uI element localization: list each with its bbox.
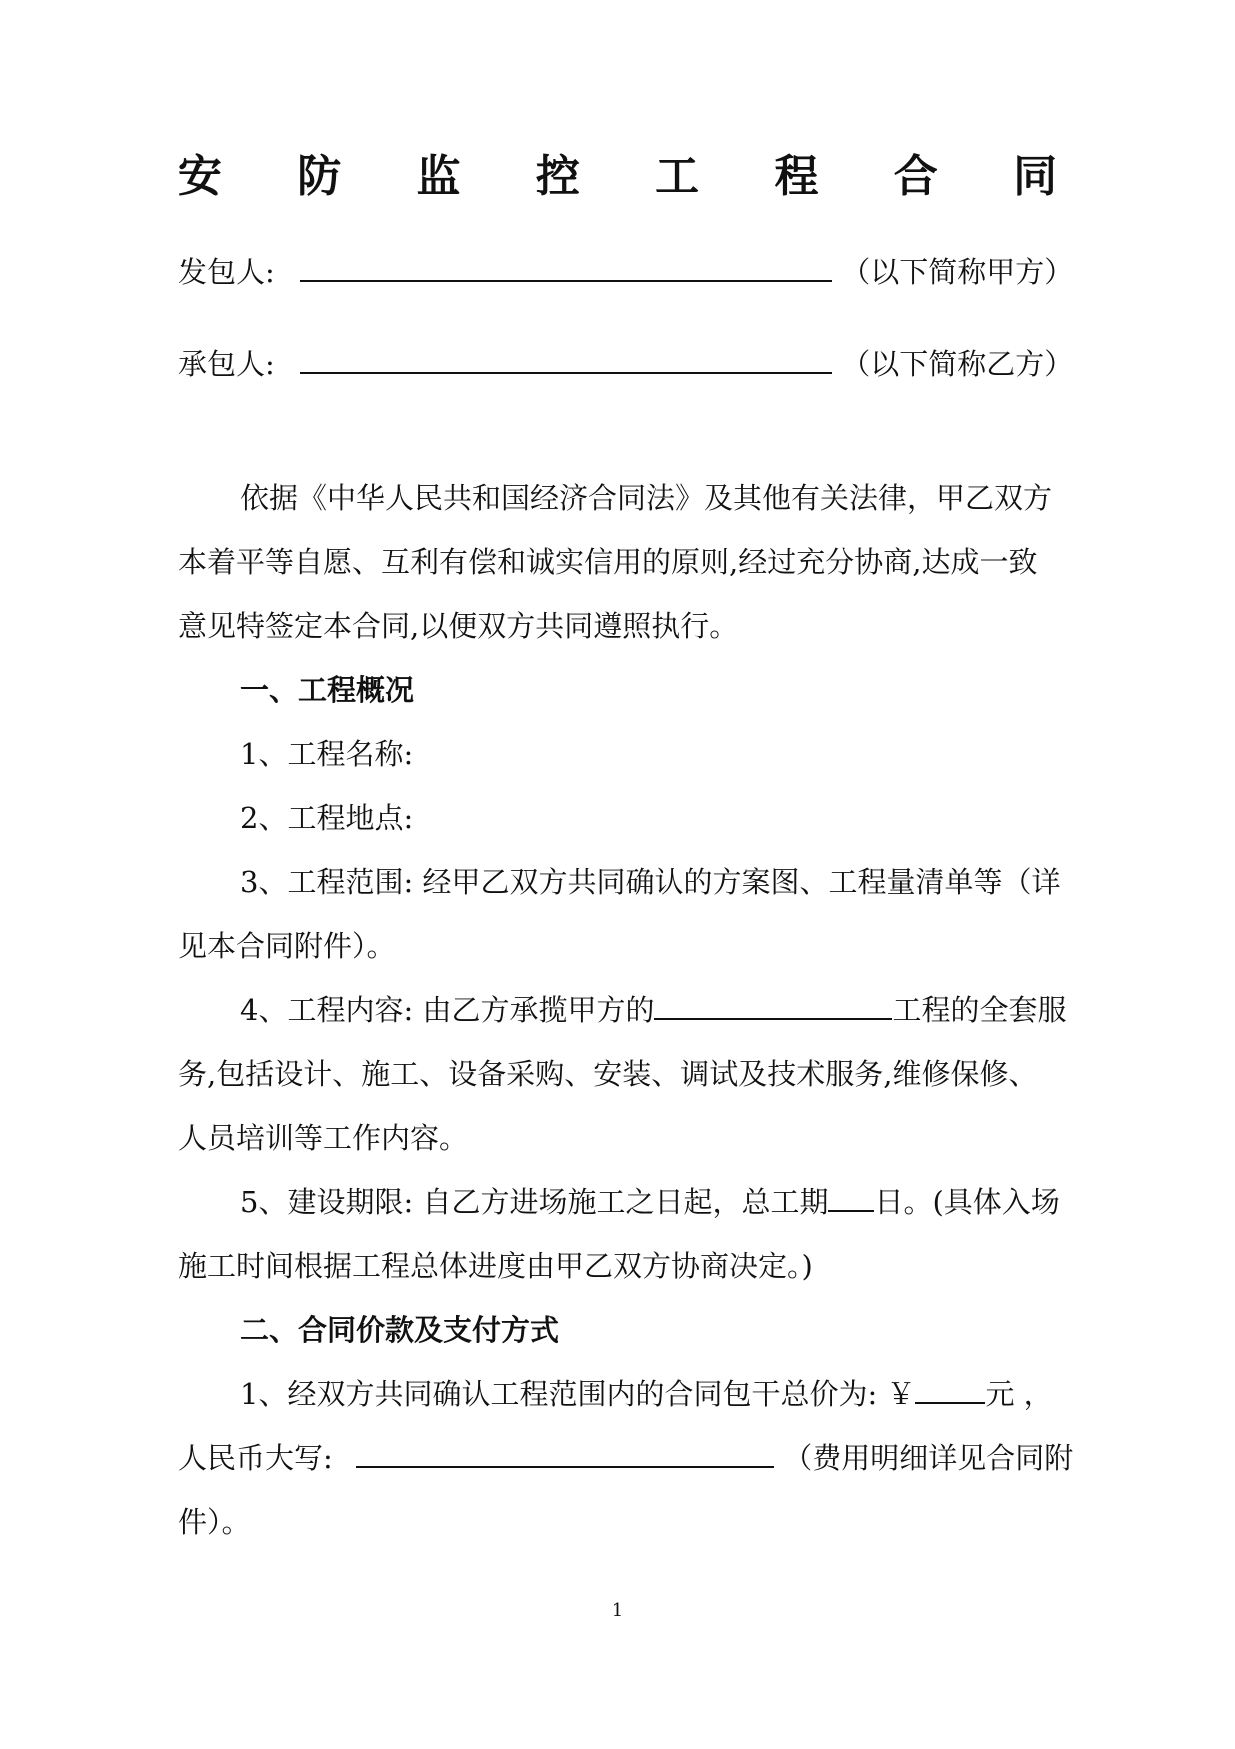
project-scope-line-1: 3、工程范围: 经甲乙双方共同确认的方案图、工程量清单等（详 bbox=[240, 865, 1061, 899]
construction-period-line-2: 施工时间根据工程总体进度由甲乙双方协商决定。) bbox=[178, 1249, 813, 1283]
contract-price-words-label: 人民币大写: bbox=[178, 1441, 333, 1475]
section-1-heading: 一、工程概况 bbox=[240, 673, 415, 707]
contract-price-line-3: 件）。 bbox=[178, 1505, 251, 1539]
project-content-line-1 bbox=[240, 990, 1066, 1030]
contract-price-note: （费用明细详见合同附 bbox=[783, 1441, 1074, 1475]
contract-price-text: 1、经双方共同确认工程范围内的合同包干总价为: ￥ bbox=[240, 1377, 916, 1411]
document-title: 安 防 监 控 工 程 合 同 bbox=[177, 151, 1088, 202]
employer-label: 发包人: bbox=[178, 255, 275, 289]
project-scope-line-2: 见本合同附件）。 bbox=[178, 929, 396, 963]
project-content-blank bbox=[654, 990, 892, 1020]
project-content-text: 4、工程内容: 由乙方承揽甲方的 bbox=[240, 993, 655, 1027]
construction-period-text-tail: 日。(具体入场 bbox=[874, 1185, 1060, 1219]
project-content-text-tail: 工程的全套服 bbox=[892, 993, 1067, 1027]
construction-period-line-1 bbox=[240, 1182, 1060, 1222]
preamble-line-1: 依据《中华人民共和国经济合同法》及其他有关法律，甲乙双方 bbox=[240, 481, 1053, 515]
page-number: 1 bbox=[611, 1600, 624, 1621]
contractor-blank bbox=[300, 344, 832, 374]
contract-price-unit: 元 ， bbox=[985, 1377, 1053, 1411]
contract-price-words-blank bbox=[356, 1438, 774, 1468]
contractor-label: 承包人: bbox=[178, 347, 275, 381]
contract-price-blank bbox=[915, 1374, 985, 1404]
employer-note: （以下简称甲方） bbox=[841, 255, 1074, 289]
project-content-line-2: 务,包括设计、施工、设备采购、安装、调试及技术服务,维修保修、 bbox=[178, 1057, 1038, 1091]
contract-price-line-1 bbox=[240, 1374, 1053, 1414]
section-2-heading: 二、合同价款及支付方式 bbox=[240, 1313, 560, 1347]
project-name-line: 1、工程名称: bbox=[240, 737, 414, 771]
contractor-note: （以下简称乙方） bbox=[841, 347, 1074, 381]
construction-period-blank bbox=[828, 1182, 874, 1212]
contractor-line bbox=[178, 344, 1073, 384]
preamble-line-2: 本着平等自愿、互利有偿和诚实信用的原则,经过充分协商,达成一致 bbox=[178, 545, 1038, 579]
employer-blank bbox=[300, 252, 832, 282]
contract-price-line-2 bbox=[178, 1438, 1073, 1478]
project-content-line-3: 人员培训等工作内容。 bbox=[178, 1121, 469, 1155]
employer-line bbox=[178, 252, 1073, 292]
preamble-line-3: 意见特签定本合同,以便双方共同遵照执行。 bbox=[178, 609, 739, 643]
project-location-line: 2、工程地点: bbox=[240, 801, 414, 835]
construction-period-text: 5、建设期限: 自乙方进场施工之日起，总工期 bbox=[240, 1185, 829, 1219]
